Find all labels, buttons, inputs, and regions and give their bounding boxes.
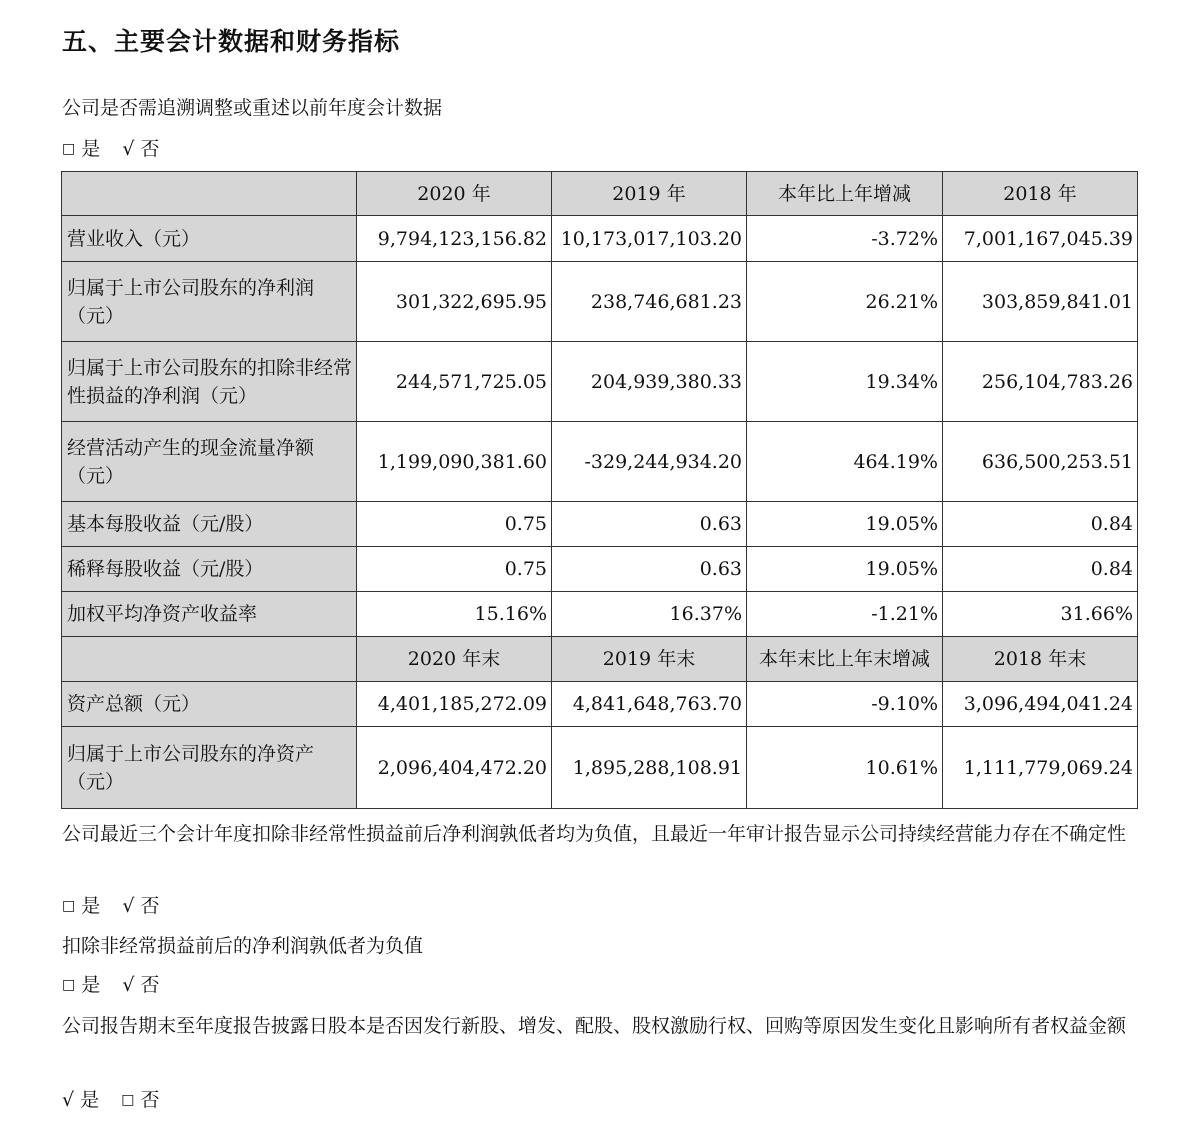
table-row [62, 547, 1138, 592]
value-cell: 204,939,380.33 [552, 342, 747, 422]
question-going-concern: 公司最近三个会计年度扣除非经常性损益前后净利润孰低者均为负值，且最近一年审计报告显示公司持续经营能力存在不确定性 [62, 823, 1127, 845]
value-cell: 0.63 [552, 502, 747, 547]
answer-share-capital-change [62, 1086, 160, 1114]
value-cell: 19.05% [747, 502, 943, 547]
unchecked-box-icon[interactable]: □ [62, 977, 76, 993]
check-mark-icon[interactable]: √ [122, 138, 135, 160]
answer-going-concern [62, 892, 160, 920]
value-cell: 0.75 [357, 547, 552, 592]
value-cell: 26.21% [747, 262, 943, 342]
value-cell: 16.37% [552, 592, 747, 637]
yes-label: 是 [81, 138, 101, 160]
unchecked-box-icon[interactable]: □ [62, 898, 76, 914]
row-label: 资产总额（元） [62, 682, 357, 727]
question-share-capital-change: 公司报告期末至年度报告披露日股本是否因发行新股、增发、配股、股权激励行权、回购等原因发生变化且影响所有者权益金额 [62, 1015, 1127, 1037]
value-cell: 238,746,681.23 [552, 262, 747, 342]
question-negative-profit: 扣除非经常损益前后的净利润孰低者为负值 [62, 935, 424, 957]
yes-label: 是 [81, 895, 101, 917]
value-cell: 10,173,017,103.20 [552, 216, 747, 262]
table-header-row [62, 172, 1138, 216]
row-label: 归属于上市公司股东的净利润（元） [62, 262, 357, 342]
row-label: 归属于上市公司股东的扣除非经常性损益的净利润（元） [62, 342, 357, 422]
row-label: 经营活动产生的现金流量净额（元） [62, 422, 357, 502]
value-cell: 0.84 [943, 547, 1138, 592]
value-cell: 636,500,253.51 [943, 422, 1138, 502]
value-cell: 3,096,494,041.24 [943, 682, 1138, 727]
value-cell: 256,104,783.26 [943, 342, 1138, 422]
row-label: 加权平均净资产收益率 [62, 592, 357, 637]
row-label: 稀释每股收益（元/股） [62, 547, 357, 592]
value-cell: 9,794,123,156.82 [357, 216, 552, 262]
value-cell: 19.05% [747, 547, 943, 592]
value-cell: 0.75 [357, 502, 552, 547]
value-cell: 244,571,725.05 [357, 342, 552, 422]
value-cell: 464.19% [747, 422, 943, 502]
value-cell: 1,895,288,108.91 [552, 727, 747, 809]
header-cell: 本年比上年增减 [747, 172, 943, 216]
unchecked-box-icon[interactable]: □ [62, 141, 76, 157]
no-label: 否 [140, 974, 160, 996]
value-cell: -329,244,934.20 [552, 422, 747, 502]
table-row [62, 262, 1138, 342]
financial-data-table [61, 171, 1138, 809]
unchecked-box-icon[interactable]: □ [121, 1092, 135, 1108]
row-label: 基本每股收益（元/股） [62, 502, 357, 547]
row-label: 营业收入（元） [62, 216, 357, 262]
check-mark-icon[interactable]: √ [122, 895, 135, 917]
table-row [62, 682, 1138, 727]
header-cell: 2018 年末 [943, 637, 1138, 682]
header-cell: 2019 年末 [552, 637, 747, 682]
table-row [62, 592, 1138, 637]
value-cell: 0.63 [552, 547, 747, 592]
header-cell: 本年末比上年末增减 [747, 637, 943, 682]
value-cell: 0.84 [943, 502, 1138, 547]
no-label: 否 [140, 895, 160, 917]
no-label: 否 [140, 1089, 160, 1111]
table-header-row [62, 637, 1138, 682]
value-cell: 303,859,841.01 [943, 262, 1138, 342]
yes-label: 是 [81, 974, 101, 996]
table-row [62, 422, 1138, 502]
section-title: 五、主要会计数据和财务指标 [62, 27, 401, 56]
value-cell: 1,111,779,069.24 [943, 727, 1138, 809]
value-cell: 4,841,648,763.70 [552, 682, 747, 727]
question-restatement: 公司是否需追溯调整或重述以前年度会计数据 [62, 97, 443, 119]
yes-label: 是 [80, 1089, 100, 1111]
value-cell: -9.10% [747, 682, 943, 727]
value-cell: -1.21% [747, 592, 943, 637]
header-cell: 2020 年末 [357, 637, 552, 682]
value-cell: 7,001,167,045.39 [943, 216, 1138, 262]
no-label: 否 [140, 138, 160, 160]
value-cell: 4,401,185,272.09 [357, 682, 552, 727]
value-cell: 31.66% [943, 592, 1138, 637]
answer-negative-profit [62, 971, 160, 999]
row-label: 归属于上市公司股东的净资产（元） [62, 727, 357, 809]
value-cell: -3.72% [747, 216, 943, 262]
value-cell: 301,322,695.95 [357, 262, 552, 342]
answer-restatement [62, 135, 160, 163]
table-row [62, 216, 1138, 262]
value-cell: 10.61% [747, 727, 943, 809]
header-cell [62, 637, 357, 682]
value-cell: 19.34% [747, 342, 943, 422]
header-cell: 2020 年 [357, 172, 552, 216]
table-row [62, 342, 1138, 422]
value-cell: 1,199,090,381.60 [357, 422, 552, 502]
check-mark-icon[interactable]: √ [62, 1089, 75, 1111]
header-cell [62, 172, 357, 216]
table-row [62, 727, 1138, 809]
header-cell: 2018 年 [943, 172, 1138, 216]
header-cell: 2019 年 [552, 172, 747, 216]
check-mark-icon[interactable]: √ [122, 974, 135, 996]
table-row [62, 502, 1138, 547]
value-cell: 2,096,404,472.20 [357, 727, 552, 809]
value-cell: 15.16% [357, 592, 552, 637]
